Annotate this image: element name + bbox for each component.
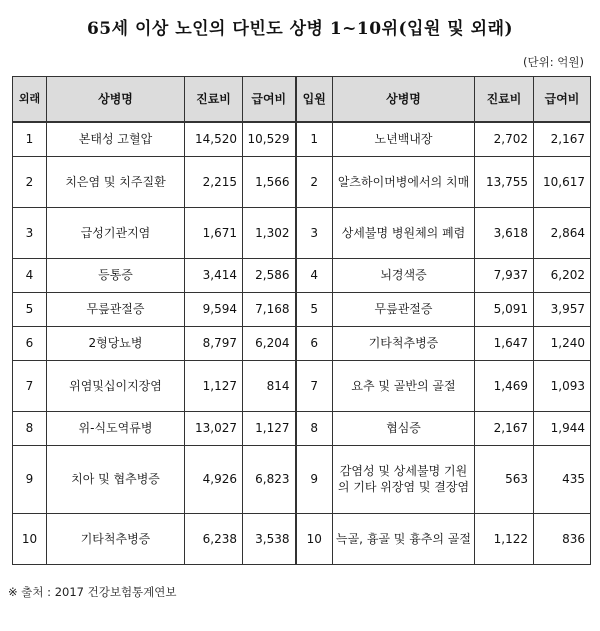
table-row [13, 207, 591, 258]
cell-inpatient-rank: 3 [296, 207, 333, 258]
table-header-row [13, 77, 591, 123]
cell-inpatient-benefit: 1,944 [534, 411, 591, 445]
cell-inpatient-cost: 1,122 [475, 513, 534, 564]
cell-inpatient-cost: 563 [475, 445, 534, 513]
disease-table [12, 76, 591, 565]
table-row [13, 292, 591, 326]
cell-outpatient-cost: 6,238 [185, 513, 243, 564]
cell-inpatient-disease: 노년백내장 [333, 122, 475, 156]
header-outpatient-benefit: 급여비 [243, 77, 296, 123]
cell-inpatient-rank: 7 [296, 360, 333, 411]
cell-inpatient-disease: 협심증 [333, 411, 475, 445]
cell-inpatient-disease: 감염성 및 상세불명 기원의 기타 위장염 및 결장염 [333, 445, 475, 513]
cell-outpatient-cost: 1,127 [185, 360, 243, 411]
cell-outpatient-rank: 6 [13, 326, 47, 360]
cell-inpatient-cost: 2,702 [475, 122, 534, 156]
cell-outpatient-disease: 2형당뇨병 [47, 326, 185, 360]
cell-inpatient-disease: 상세불명 병원체의 폐렴 [333, 207, 475, 258]
cell-inpatient-disease: 기타척추병증 [333, 326, 475, 360]
cell-outpatient-rank: 2 [13, 156, 47, 207]
cell-outpatient-disease: 본태성 고혈압 [47, 122, 185, 156]
header-outpatient-cost: 진료비 [185, 77, 243, 123]
header-outpatient-rank: 외래 [13, 77, 47, 123]
cell-inpatient-benefit: 6,202 [534, 258, 591, 292]
cell-inpatient-rank: 2 [296, 156, 333, 207]
unit-label: (단위: 억원) [523, 55, 584, 69]
cell-inpatient-rank: 9 [296, 445, 333, 513]
cell-inpatient-rank: 4 [296, 258, 333, 292]
cell-outpatient-disease: 치아 및 협추병증 [47, 445, 185, 513]
page-title: 65세 이상 노인의 다빈도 상병 1~10위(입원 및 외래) [86, 19, 514, 39]
table-body [13, 122, 591, 564]
table-row [13, 411, 591, 445]
cell-inpatient-disease: 뇌경색증 [333, 258, 475, 292]
table-row [13, 360, 591, 411]
cell-outpatient-rank: 8 [13, 411, 47, 445]
cell-outpatient-disease: 치은염 및 치주질환 [47, 156, 185, 207]
cell-outpatient-benefit: 1,302 [243, 207, 296, 258]
source-note: ※ 출처 : 2017 건강보험통계연보 [8, 585, 177, 599]
cell-inpatient-cost: 1,647 [475, 326, 534, 360]
header-outpatient-disease: 상병명 [47, 77, 185, 123]
cell-outpatient-rank: 3 [13, 207, 47, 258]
cell-outpatient-cost: 4,926 [185, 445, 243, 513]
cell-inpatient-disease: 무릎관절증 [333, 292, 475, 326]
cell-inpatient-benefit: 10,617 [534, 156, 591, 207]
cell-outpatient-disease: 위-식도역류병 [47, 411, 185, 445]
cell-inpatient-rank: 1 [296, 122, 333, 156]
cell-outpatient-benefit: 3,538 [243, 513, 296, 564]
cell-outpatient-benefit: 1,566 [243, 156, 296, 207]
cell-outpatient-cost: 9,594 [185, 292, 243, 326]
cell-inpatient-cost: 1,469 [475, 360, 534, 411]
cell-inpatient-rank: 8 [296, 411, 333, 445]
cell-inpatient-disease: 요추 및 골반의 골절 [333, 360, 475, 411]
table-row [13, 513, 591, 564]
cell-outpatient-benefit: 2,586 [243, 258, 296, 292]
table-row [13, 258, 591, 292]
cell-outpatient-rank: 1 [13, 122, 47, 156]
table-row [13, 122, 591, 156]
table-row [13, 326, 591, 360]
cell-outpatient-disease: 등통증 [47, 258, 185, 292]
cell-inpatient-benefit: 2,167 [534, 122, 591, 156]
cell-outpatient-cost: 13,027 [185, 411, 243, 445]
cell-inpatient-benefit: 435 [534, 445, 591, 513]
cell-outpatient-benefit: 7,168 [243, 292, 296, 326]
cell-inpatient-cost: 3,618 [475, 207, 534, 258]
cell-outpatient-rank: 7 [13, 360, 47, 411]
cell-inpatient-disease: 늑골, 흉골 및 흉추의 골절 [333, 513, 475, 564]
cell-inpatient-benefit: 2,864 [534, 207, 591, 258]
header-inpatient-disease: 상병명 [333, 77, 475, 123]
cell-outpatient-cost: 3,414 [185, 258, 243, 292]
cell-inpatient-cost: 13,755 [475, 156, 534, 207]
cell-inpatient-disease: 알츠하이머병에서의 치매 [333, 156, 475, 207]
cell-outpatient-cost: 14,520 [185, 122, 243, 156]
cell-inpatient-benefit: 1,093 [534, 360, 591, 411]
cell-outpatient-rank: 5 [13, 292, 47, 326]
cell-outpatient-benefit: 6,204 [243, 326, 296, 360]
header-inpatient-benefit: 급여비 [534, 77, 591, 123]
cell-outpatient-rank: 4 [13, 258, 47, 292]
cell-inpatient-cost: 7,937 [475, 258, 534, 292]
cell-inpatient-rank: 10 [296, 513, 333, 564]
cell-inpatient-benefit: 836 [534, 513, 591, 564]
cell-outpatient-rank: 9 [13, 445, 47, 513]
cell-outpatient-disease: 무릎관절증 [47, 292, 185, 326]
cell-inpatient-cost: 5,091 [475, 292, 534, 326]
cell-inpatient-rank: 5 [296, 292, 333, 326]
cell-inpatient-benefit: 1,240 [534, 326, 591, 360]
header-inpatient-cost: 진료비 [475, 77, 534, 123]
cell-outpatient-cost: 1,671 [185, 207, 243, 258]
cell-outpatient-cost: 2,215 [185, 156, 243, 207]
cell-outpatient-benefit: 1,127 [243, 411, 296, 445]
cell-inpatient-cost: 2,167 [475, 411, 534, 445]
cell-inpatient-benefit: 3,957 [534, 292, 591, 326]
cell-outpatient-benefit: 6,823 [243, 445, 296, 513]
header-inpatient-rank: 입원 [296, 77, 333, 123]
cell-outpatient-benefit: 10,529 [243, 122, 296, 156]
cell-outpatient-rank: 10 [13, 513, 47, 564]
table-row [13, 445, 591, 513]
cell-inpatient-rank: 6 [296, 326, 333, 360]
table-row [13, 156, 591, 207]
cell-outpatient-cost: 8,797 [185, 326, 243, 360]
cell-outpatient-disease: 기타척추병증 [47, 513, 185, 564]
cell-outpatient-benefit: 814 [243, 360, 296, 411]
cell-outpatient-disease: 급성기관지염 [47, 207, 185, 258]
cell-outpatient-disease: 위염및십이지장염 [47, 360, 185, 411]
